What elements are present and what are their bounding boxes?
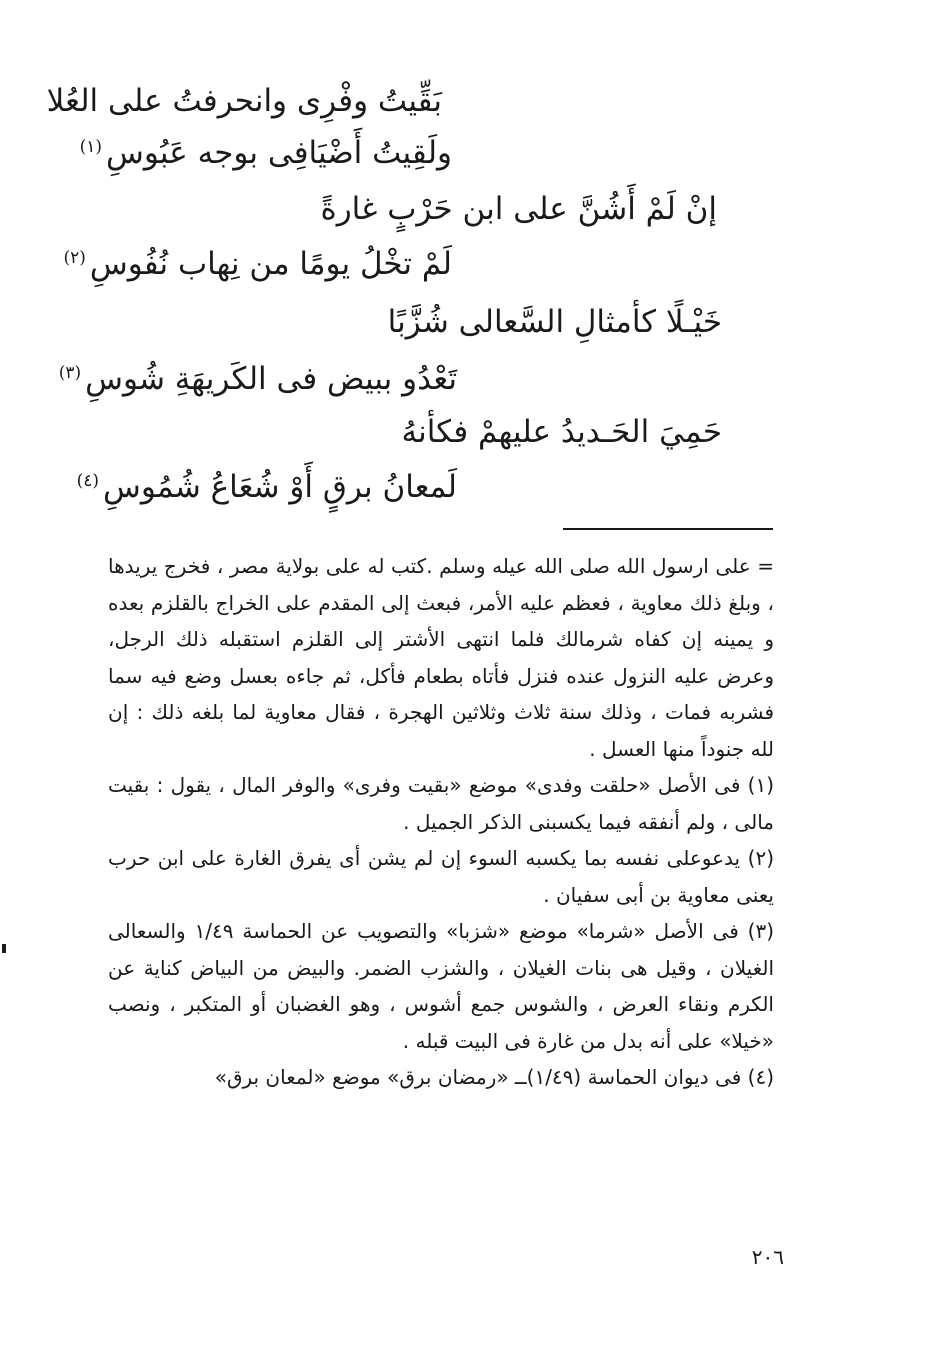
- verse-text: تَعْدُو ببيض فى الكَريهَةِ شُوسِ: [85, 361, 457, 397]
- verse-text: لَمعانُ برقٍ أَوْ شُعَاعُ شُمُوسِ: [103, 469, 457, 505]
- footnote-ref-1: (١): [79, 136, 103, 157]
- footnote-continued: = على ارسول الله صلى الله عيله وسلم .كتب له على بولاية مصر ، فخرج يريدها ، وبلغ ذلك معاوية ، فعظم عليه الأمر، فبعث إلى المقدم على الخراج بالقلزم بعده و يمينه إن كفاه شرمالك فلما انتهى الأشتر إلى القلزم استقبله ذلك الرجل، وعرض عليه النزول عنده فنزل فأتاه بطعام فأكل، ثم جاءه بعسل وضع فيه سما فشربه فمات ، وذلك سنة ثلاث وثلاثين الهجرة ، فقال معاوية لما بلغه ذلك : إن لله جنوداً منها العسل .: [108, 554, 774, 761]
- verse-line-6: [58, 361, 457, 397]
- footnote-1: (١) فى الأصل «حلقت وفدى» موضع «بقيت وفرى» والوفر المال ، يقول : بقيت مالى ، ولم أنفقه فيما يكسبنى الذكر الجميل .: [108, 773, 774, 834]
- verse-text: لَمْ تخْلُ يومًا من نِهاب نُفُوسِ: [89, 246, 452, 282]
- verse-line-2: [79, 135, 452, 171]
- verse-line-4: [63, 246, 453, 282]
- footnote-ref-4: (٤): [76, 470, 100, 491]
- page-number: ٢٠٦: [751, 1245, 784, 1269]
- margin-mark: [2, 944, 6, 953]
- verse-text: ولَقِيتُ أَضْيَافِى بوجه عَبُوسِ: [106, 135, 452, 171]
- verse-line-1: بَقِّيتُ وفْرِى وانحرفتُ على العُلا: [46, 83, 442, 119]
- verse-line-8: [76, 469, 457, 505]
- verse-line-3: إنْ لَمْ أَشُنَّ على ابن حَرْبٍ غارةً: [320, 191, 717, 227]
- verse-line-7: حَمِيَ الحَـديدُ عليهمْ فكأنهُ: [401, 414, 722, 450]
- footnote-ref-2: (٢): [63, 247, 86, 268]
- footnote-4: (٤) فى ديوان الحماسة (١/٤٩)ــ «رمضان برق» موضع «لمعان برق»: [214, 1065, 774, 1089]
- footnote-2: (٢) يدعوعلى نفسه بما يكسبه السوء إن لم يشن أى يفرق الغارة على ابن حرب يعنى معاوية بن أبى سفيان .: [108, 846, 774, 907]
- footnote-separator: [563, 528, 773, 530]
- footnote-ref-3: (٣): [58, 362, 82, 383]
- footnotes: [108, 548, 774, 1096]
- footnote-3: (٣) فى الأصل «شرما» موضع «شزبا» والتصويب عن الحماسة ١/٤٩ والسعالى الغيلان ، وقيل هى بنات الغيلان ، والشزب الضمر. والبيض من البياض كناية عن الكرم ونقاء العرض ، والشوس جمع أشوس ، وهو الغضبان أو المتكبر ، ونصب «خيلا» على أنه بدل من غارة فى البيت قبله .: [108, 919, 775, 1053]
- verse-line-5: خَيْـلًا كأمثالِ السَّعالى شُزَّبًا: [387, 304, 722, 340]
